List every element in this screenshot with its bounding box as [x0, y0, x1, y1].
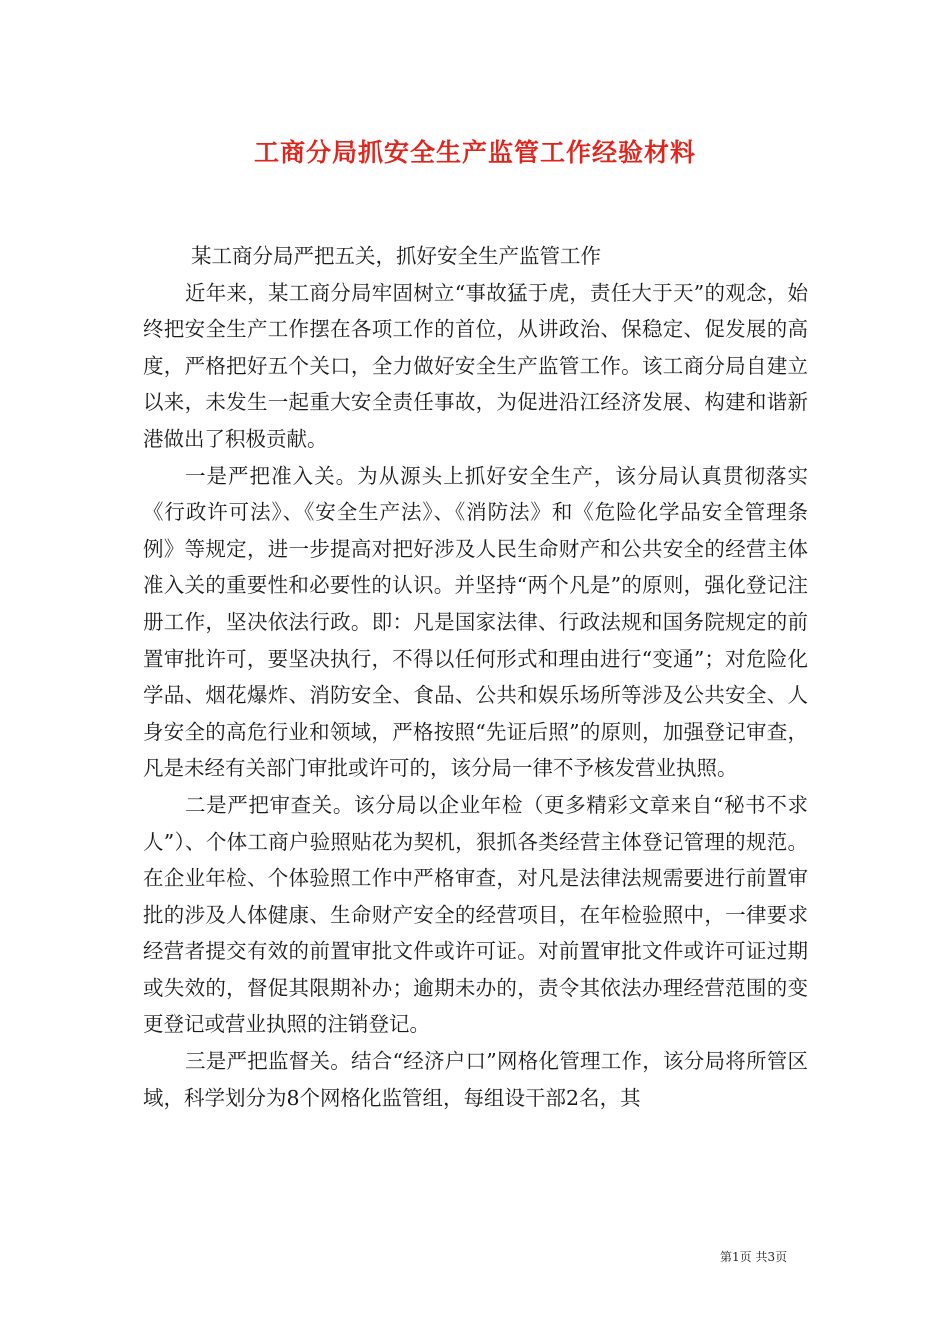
- document-title: 工商分局抓安全生产监管工作经验材料: [253, 138, 696, 167]
- document-subtitle: 某工商分局严把五关，抓好安全生产监管工作: [191, 244, 601, 268]
- document-body: [143, 238, 808, 1116]
- paragraph-entry-control: 一是严把准入关。为从源头上抓好安全生产，该分局认真贯彻落实《行政许可法》、《安全生产法》、《消防法》和《危险化学品安全管理条例》等规定，进一步提高对把好涉及人民生命财产和公共安全的经营主体准入关的重要性和必要性的认识。并坚持“两个凡是”的原则，强化登记注册工作，坚决依法行政。即：凡是国家法律、行政法规和国务院规定的前置审批许可，要坚决执行，不得以任何形式和理由进行“变通”；对危险化学品、烟花爆炸、消防安全、食品、公共和娱乐场所等涉及公共安全、人身安全的高危行业和领域，严格按照“先证后照”的原则，加强登记审查，凡是未经有关部门审批或许可的，该分局一律不予核发营业执照。: [143, 463, 808, 781]
- paragraph-supervision-control: 三是严把监督关。结合“经济户口”网格化管理工作，该分局将所管区域，科学划分为8个网格化监管组，每组设干部2名，其: [143, 1049, 808, 1110]
- page-number: 第1页 共3页: [720, 1250, 788, 1264]
- paragraph-review-control: 二是严把审查关。该分局以企业年检（更多精彩文章来自“秘书不求人”）、个体工商户验照贴花为契机，狠抓各类经营主体登记管理的规范。在企业年检、个体验照工作中严格审查，对凡是法律法规需要进行前置审批的涉及人体健康、生命财产安全的经营项目，在年检验照中，一律要求经营者提交有效的前置审批文件或许可证。对前置审批文件或许可证过期或失效的，督促其限期补办；逾期未办的，责令其依法办理经营范围的变更登记或营业执照的注销登记。: [143, 792, 808, 1037]
- paragraph-intro: 近年来，某工商分局牢固树立“事故猛于虎，责任大于天”的观念，始终把安全生产工作摆在各项工作的首位，从讲政治、保稳定、促发展的高度，严格把好五个关口，全力做好安全生产监管工作。该工商分局自建立以来，未发生一起重大安全责任事故，为促进沿江经济发展、构建和谐新港做出了积极贡献。: [143, 280, 808, 451]
